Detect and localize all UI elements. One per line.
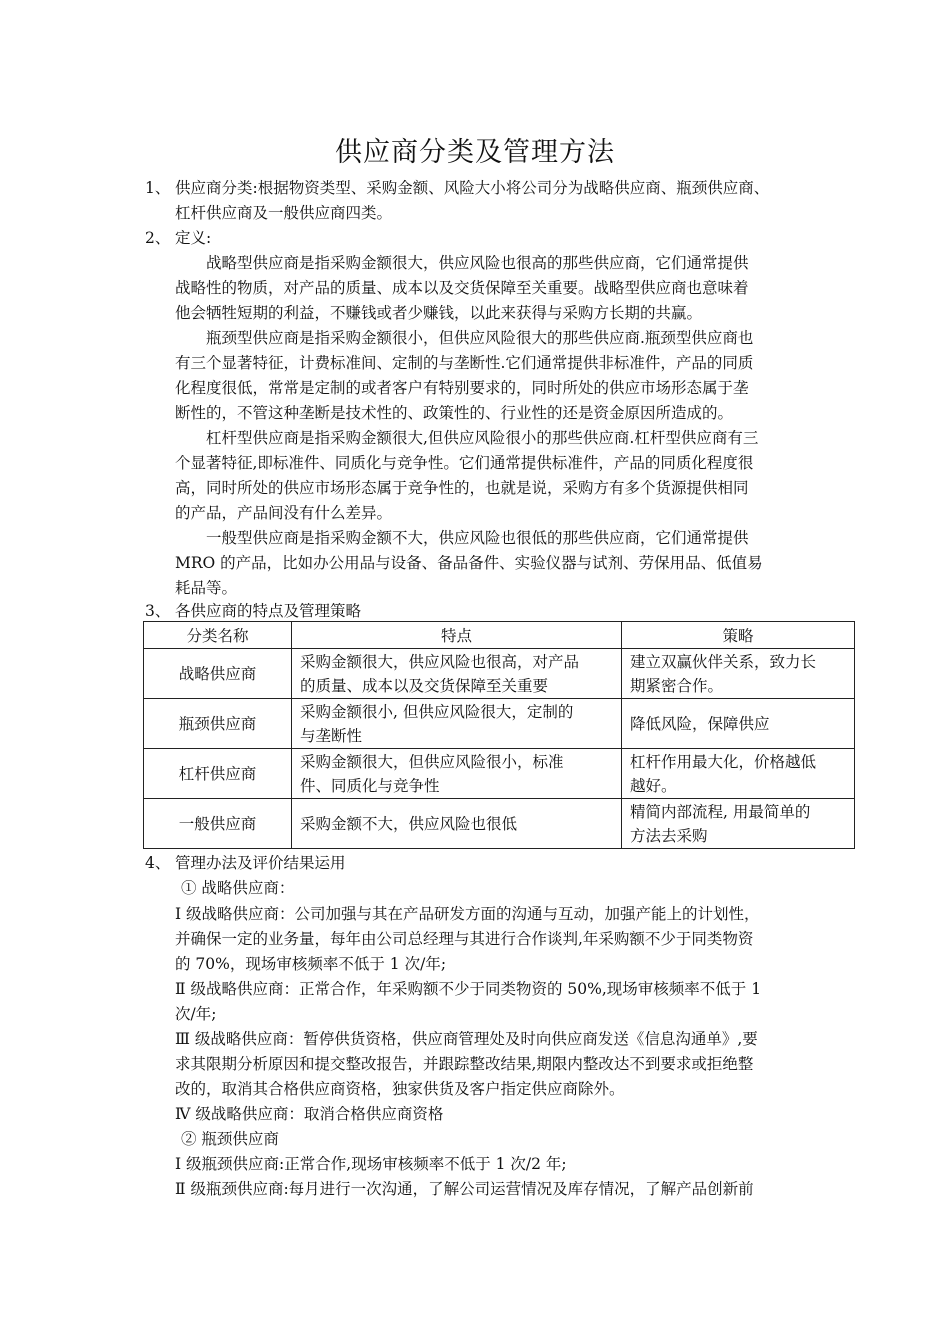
paragraph-line: MRO 的产品，比如办公用品与设备、备品备件、实验仪器与试剂、劳保用品、低值易	[175, 554, 763, 572]
supplier-strategy-table	[143, 621, 855, 849]
document-title: 供应商分类及管理方法	[335, 137, 615, 168]
table-cell-feature	[292, 699, 622, 749]
section-3-heading: 各供应商的特点及管理策略	[175, 602, 362, 620]
table-cell-name: 一般供应商	[144, 799, 292, 849]
paragraph-line: 一般型供应商是指采购金额不大，供应风险也很低的那些供应商，它们通常提供	[206, 529, 749, 547]
table-cell-strategy	[622, 699, 855, 749]
table-row	[144, 699, 855, 749]
paragraph-line: Ⅰ 级瓶颈供应商:正常合作,现场审核频率不低于 1 次/2 年;	[175, 1155, 567, 1173]
table-cell-strategy	[622, 649, 855, 699]
paragraph-line: 战略性的物质，对产品的质量、成本以及交货保障至关重要。战略型供应商也意味着	[175, 279, 749, 297]
section-4-heading: 管理办法及评价结果运用	[175, 854, 346, 872]
paragraph-line: Ⅳ 级战略供应商：取消合格供应商资格	[175, 1105, 444, 1123]
subsection-heading: ② 瓶颈供应商	[181, 1130, 279, 1148]
paragraph-line: 个显著特征,即标准件、同质化与竞争性。它们通常提供标准件，产品的同质化程度很	[175, 454, 754, 472]
paragraph-line: 化程度很低，常常是定制的或者客户有特别要求的，同时所处的供应市场形态属于垄	[175, 379, 749, 397]
cell-line: 越好。	[630, 776, 677, 795]
paragraph-line: 有三个显著特征，计费标准间、定制的与垄断性.它们通常提供非标准件，产品的同质	[175, 354, 754, 372]
cell-line: 杠杆作用最大化，价格越低	[630, 752, 817, 771]
paragraph-line: 他会牺牲短期的利益，不赚钱或者少赚钱，以此来获得与采购方长期的共赢。	[175, 304, 703, 322]
paragraph-line: 次/年;	[175, 1005, 217, 1023]
cell-line: 精简内部流程, 用最简单的	[630, 802, 811, 821]
table-cell-feature	[292, 799, 622, 849]
table-cell-feature	[292, 749, 622, 799]
paragraph-line: 的产品，产品间没有什么差异。	[175, 504, 393, 522]
cell-line: 的质量、成本以及交货保障至关重要	[300, 676, 549, 695]
paragraph-line: 求其限期分析原因和提交整改报告，并跟踪整改结果,期限内整改达不到要求或拒绝整	[175, 1055, 754, 1073]
section-3-number: 3、	[145, 602, 171, 620]
subsection-heading: ① 战略供应商：	[181, 879, 295, 897]
table-header-row	[144, 622, 855, 649]
table-row	[144, 649, 855, 699]
column-header: 策略	[622, 622, 855, 649]
column-header: 特点	[292, 622, 622, 649]
paragraph-line: 高，同时所处的供应市场形态属于竞争性的，也就是说，采购方有多个货源提供相同	[175, 479, 749, 497]
section-2-heading: 定义:	[175, 229, 212, 247]
paragraph-line: Ⅱ 级瓶颈供应商:每月进行一次沟通，了解公司运营情况及库存情况，了解产品创新前	[175, 1180, 754, 1198]
column-header: 分类名称	[144, 622, 292, 649]
cell-line: 采购金额很大，但供应风险很小，标准	[300, 752, 564, 771]
paragraph-line: Ⅰ 级战略供应商：公司加强与其在产品研发方面的沟通与互动，加强产能上的计划性，	[175, 905, 760, 923]
cell-line: 件、同质化与竞争性	[300, 776, 440, 795]
paragraph-line: 瓶颈型供应商是指采购金额很小，但供应风险很大的那些供应商.瓶颈型供应商也	[206, 329, 754, 347]
section-4-number: 4、	[145, 854, 171, 872]
table-cell-strategy	[622, 749, 855, 799]
cell-line: 采购金额不大，供应风险也很低	[300, 814, 518, 833]
table-row	[144, 749, 855, 799]
table-cell-name: 瓶颈供应商	[144, 699, 292, 749]
section-1-number: 1、	[145, 179, 171, 197]
cell-line: 方法去采购	[630, 826, 708, 845]
paragraph-line: Ⅱ 级战略供应商：正常合作，年采购额不少于同类物资的 50%,现场审核频率不低于 1	[175, 980, 762, 998]
table-cell-name: 杠杆供应商	[144, 749, 292, 799]
section-1-line: 供应商分类:根据物资类型、采购金额、风险大小将公司分为战略供应商、瓶颈供应商、	[175, 179, 770, 197]
paragraph-line: 断性的，不管这种垄断是技术性的、政策性的、行业性的还是资金原因所造成的。	[175, 404, 734, 422]
paragraph-line: 战略型供应商是指采购金额很大，供应风险也很高的那些供应商，它们通常提供	[206, 254, 749, 272]
paragraph-line: 耗品等。	[175, 579, 238, 597]
paragraph-line: 并确保一定的业务量，每年由公司总经理与其进行合作谈判,年采购额不少于同类物资	[175, 930, 754, 948]
table-cell-strategy	[622, 799, 855, 849]
table-cell-name: 战略供应商	[144, 649, 292, 699]
paragraph-line: Ⅲ 级战略供应商：暂停供货资格，供应商管理处及时向供应商发送《信息沟通单》,要	[175, 1030, 758, 1048]
cell-line: 与垄断性	[300, 726, 363, 745]
cell-line: 降低风险，保障供应	[630, 714, 770, 733]
cell-line: 采购金额很小, 但供应风险很大，定制的	[300, 702, 574, 721]
section-1-line: 杠杆供应商及一般供应商四类。	[175, 204, 393, 222]
paragraph-line: 改的，取消其合格供应商资格，独家供货及客户指定供应商除外。	[175, 1080, 625, 1098]
section-2-number: 2、	[145, 229, 171, 247]
paragraph-line: 的 70%，现场审核频率不低于 1 次/年;	[175, 955, 447, 973]
table-cell-feature	[292, 649, 622, 699]
table-row	[144, 799, 855, 849]
cell-line: 建立双赢伙伴关系，致力长	[630, 652, 817, 671]
paragraph-line: 杠杆型供应商是指采购金额很大,但供应风险很小的那些供应商.杠杆型供应商有三	[206, 429, 759, 447]
cell-line: 采购金额很大，供应风险也很高，对产品	[300, 652, 580, 671]
cell-line: 期紧密合作。	[630, 676, 724, 695]
